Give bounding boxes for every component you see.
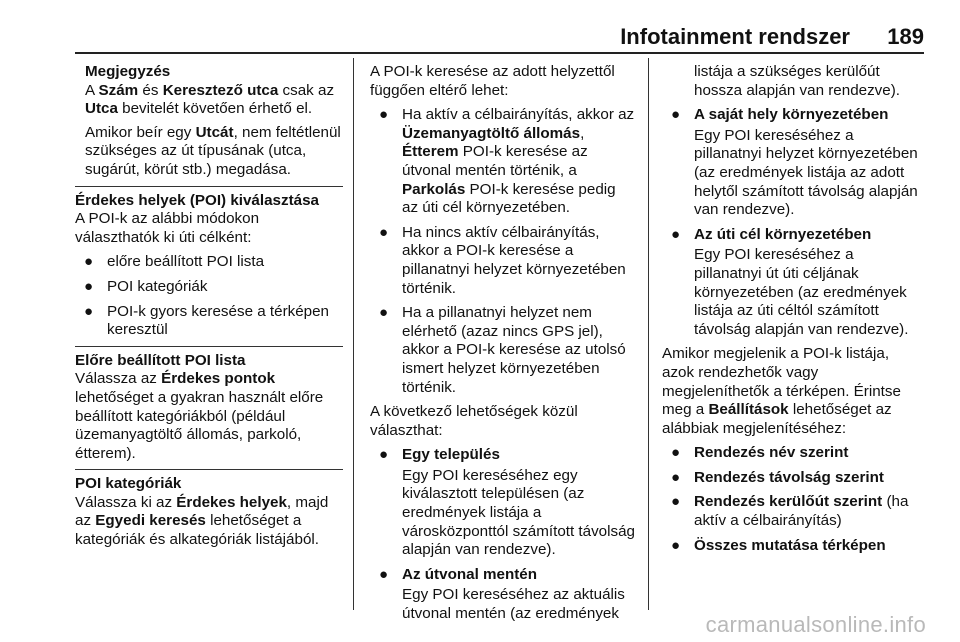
bullet-icon: ● [379,223,389,241]
sort-list [662,444,924,555]
watermark: carmanualsonline.info [705,612,926,637]
chapter-title: Infotainment rendszer [620,24,850,49]
bullet-icon: ● [671,444,681,462]
options-list [370,446,635,623]
list-item: ● Az útvonal mentén Egy POI kereséséhez az aktuális útvonal mentén (az eredmények [379,565,625,623]
section-title-preset: Előre beállított POI lista [75,351,246,369]
categories-paragraph: Válassza ki az Érdekes helyek, majd az Egyedi keresés lehetőséget a kategóriák és alkategóriák listájából. [75,493,329,549]
list-item: ● Rendezés távolság szerint [671,468,884,486]
sort-paragraph: Amikor megjelenik a POI-k listája, azok rendezhetők vagy megjeleníthetők a térképen. Érintse meg a Beállítások lehetőséget az alábbiak megjelenítéséhez: [662,345,901,437]
section-rule [75,469,343,470]
list-item: ● Ha nincs aktív célbairányítás, akkor a POI-k keresése a pillanatnyi helyzet környezetében történik. [379,223,626,297]
column-1 [75,63,343,556]
section-rule [75,186,343,187]
list-item: ● Rendezés kerülőút szerint (ha aktív a célbairányítás) [671,493,909,530]
poi-list [75,253,343,339]
bullet-icon: ● [84,302,94,320]
column-2 [370,63,635,630]
continued-text: listája a szükséges kerülőút hossza alapján van rendezve). [694,63,901,99]
note-title: Megjegyzés [85,63,171,80]
section-title-poi: Érdekes helyek (POI) kiválasztása [75,191,319,209]
preset-paragraph: Válassza az Érdekes pontok lehetőséget a gyakran használt előre beállított kategóriákból (például üzemanyagtöltő állomás, parkoló, étterem). [75,370,324,462]
list-item: ● Az úti cél környezetében Egy POI kereséséhez a pillanatnyi út úti céljának környezetében (az eredmények listája az úti céltól számított távolság alapján van rendezve). [671,225,909,338]
bullet-icon: ● [379,446,389,464]
column-divider-2 [648,58,649,610]
section-title-categories: POI kategóriák [75,475,182,493]
list-item: ● POI kategóriák [84,277,208,295]
note-paragraph-1: A Szám és Keresztező utca csak az Utca bevitelét követően érhető el. [85,81,335,118]
bullet-icon: ● [379,106,389,124]
list-item: ● A saját hely környezetében Egy POI kereséséhez a pillanatnyi helyzet környezetében (az eredmények listája az adott helytől számított távolság alapján van rendezve). [671,106,918,219]
bullet-icon: ● [84,253,94,271]
search-intro: A POI-k keresése az adott helyzettől függően eltérő lehet: [370,63,615,99]
options-intro: A következő lehetőségek közül választhat: [370,403,578,439]
list-item: ● Ha aktív a célbairányítás, akkor az Üzemanyagtöltő állomás, Étterem POI-k keresése az útvonal mentén történik, a Parkolás POI-k keresése pedig az úti cél környezetében. [379,106,635,217]
bullet-icon: ● [379,304,389,322]
section-rule [75,346,343,347]
column-divider-1 [353,58,354,610]
bullet-icon: ● [84,277,94,295]
bullet-icon: ● [671,493,681,511]
list-item: ● Egy település Egy POI kereséséhez egy kiválasztott településen (az eredmények listája a városközponttól számított távolság alapján van rendezve). [379,446,635,559]
note-box [75,63,343,180]
page-header [0,0,960,54]
bullet-icon: ● [379,565,389,583]
bullet-icon: ● [671,106,681,124]
header-rule [75,52,924,54]
poi-intro: A POI-k az alábbi módokon választhatók ki úti célként: [75,210,260,246]
note-paragraph-2: Amikor beír egy Utcát, nem feltétlenül szükséges az út típusának (utca, sugárút, körút stb.) megadása. [85,123,341,178]
page-number: 189 [887,24,924,49]
list-item: ● POI-k gyors keresése a térképen keresztül [84,302,330,339]
list-item: ● Összes mutatása térképen [671,536,886,554]
situation-list [370,106,635,397]
options-list-continued [662,106,924,339]
bullet-icon: ● [671,536,681,554]
list-item: ● előre beállított POI lista [84,253,265,271]
list-item: ● Rendezés név szerint [671,444,849,462]
list-item: ● Ha a pillanatnyi helyzet nem elérhető (azaz nincs GPS jel), akkor a POI-k keresése az utolsó ismert helyzet környezetében történik. [379,304,626,396]
column-3 [662,63,924,561]
bullet-icon: ● [671,468,681,486]
bullet-icon: ● [671,225,681,243]
